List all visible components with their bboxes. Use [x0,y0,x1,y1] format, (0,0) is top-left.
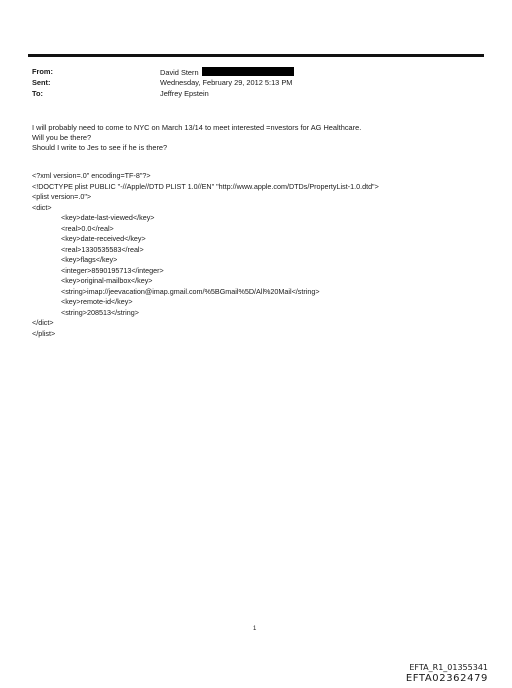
to-value: Jeffrey Epstein [160,89,209,98]
to-label: To: [32,89,43,98]
plist-line: <key>flags</key> [61,255,118,264]
plist-line: <real>1330535583</real> [61,244,144,254]
plist-line: <real>0.0</real> [61,223,114,233]
page-number: 1 [253,626,257,632]
plist-line: <key>date-last-viewed</key> [61,213,155,222]
plist-line: <string>208513</string> [61,307,139,317]
plist-line: <string>imap://jeevacation@imap.gmail.com/%5BGmail%5D/All%20Mail</string> [61,286,320,296]
sent-value: Wednesday, February 29, 2012 5:13 PM [160,78,293,87]
sent-label: Sent: [32,78,51,87]
from-label: From: [32,67,53,76]
body-line: Will you be there? [32,133,92,142]
from-value [160,67,294,78]
redaction-block [202,67,294,76]
bates-number-2: EFTA02362479 [405,673,488,684]
plist-line: <dict> [32,202,52,212]
plist-line: <!DOCTYPE plist PUBLIC "-//Apple//DTD PLIST 1.0//EN" "http://www.apple.com/DTDs/PropertyList-1.0.dtd"> [32,181,379,191]
body-line: I will probably need to come to NYC on March 13/14 to meet interested =nvestors for AG Healthcare. [32,123,362,132]
plist-line: <key>original-mailbox</key> [61,276,153,285]
email-body [32,123,482,153]
plist-block [32,171,482,339]
plist-line: <key>remote-id</key> [61,297,133,306]
plist-line: </plist> [32,328,56,338]
plist-line: <?xml version=.0" encoding=TF-8"?> [32,171,151,180]
plist-line: <plist version=.0"> [32,192,92,201]
header-divider [28,54,484,57]
body-line: Should I write to Jes to see if he is there? [32,143,168,152]
plist-line: <integer>8590195713</integer> [61,265,164,275]
plist-line: <key>date-received</key> [61,234,146,243]
sender-name: David Stern [160,68,199,77]
bates-number-1: EFTA_R1_01355341 [409,663,488,672]
plist-line: </dict> [32,318,54,327]
